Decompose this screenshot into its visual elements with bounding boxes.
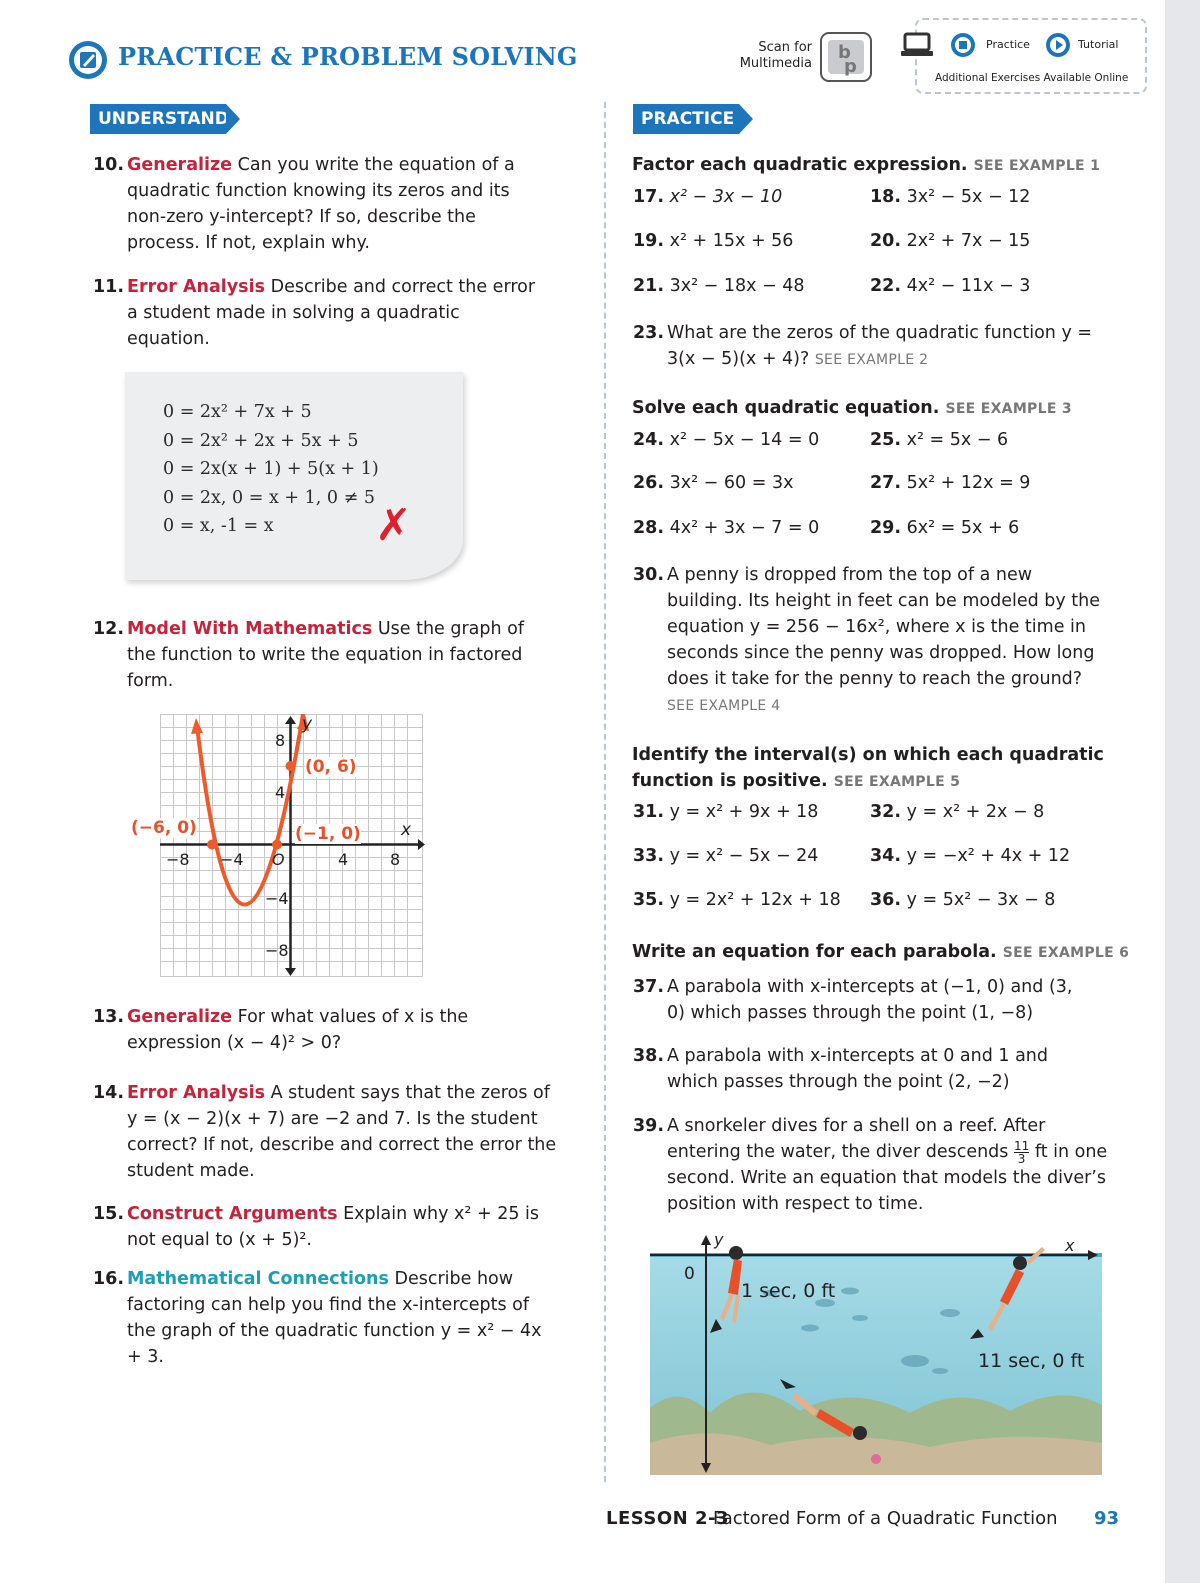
exercise-22 (870, 276, 1030, 296)
x-tick-label: 4 (338, 850, 349, 869)
laptop-icon (900, 32, 934, 58)
understand-tab: UNDERSTAND (90, 104, 226, 134)
exercise-25 (870, 430, 1008, 450)
problem-16 (93, 1266, 543, 1370)
problem-text: What are the zeros of the quadratic function y = 3(x − 5)(x + 4)? (667, 323, 1093, 369)
problem-tag: Error Analysis (127, 277, 266, 297)
problem-text: Can you write the equation of a quadratic function knowing its zeros and its non-zero y-intercept? If so, describe the process. If not, explain why. (127, 155, 515, 253)
exercise-31 (633, 802, 818, 822)
exercise-text: 3x² − 18x − 48 (669, 276, 805, 296)
work-line: 0 = 2x² + 2x + 5x + 5 (163, 431, 359, 451)
exercise-text: y = −x² + 4x + 12 (906, 846, 1071, 866)
exercise-text: 4x² + 3x − 7 = 0 (669, 518, 820, 538)
svg-text:p: p (844, 56, 857, 77)
see-example: SEE EXAMPLE 5 (833, 774, 961, 790)
exercise-21 (633, 276, 805, 296)
exercise-text: y = x² + 9x + 18 (669, 802, 819, 822)
exercise-number: 34. (870, 846, 902, 866)
problem-13 (93, 1004, 543, 1056)
exercise-number: 18. (870, 187, 902, 207)
problem-number: 12. (93, 619, 125, 639)
heading-text: function is positive. (632, 771, 828, 791)
problem-text: For what values of x is the expression (x − 4)² > 0? (127, 1007, 469, 1053)
work-line: 0 = 2x² + 7x + 5 (163, 402, 312, 422)
exercise-text: x² = 5x − 6 (906, 430, 1009, 450)
point-label-zero-right: (−1, 0) (295, 824, 361, 844)
scan-label-line1: Scan for (758, 40, 812, 55)
section-title: PRACTICE & PROBLEM SOLVING (118, 42, 578, 71)
problem-text: A penny is dropped from the top of a new building. Its height in feet can be modeled by the equation y = 256 − 16x², where x is the time in seconds since the penny was dropped. How long does it take for the penny to reach the ground? (667, 565, 1101, 689)
exercise-number: 32. (870, 802, 902, 822)
problem-38 (633, 1043, 1093, 1095)
exercise-text: y = 2x² + 12x + 18 (669, 890, 841, 910)
exercise-19 (633, 231, 793, 251)
exercise-text: x² − 3x − 10 (669, 187, 783, 207)
exercise-text: x² − 5x − 14 = 0 (669, 430, 820, 450)
problem-number: 11. (93, 277, 125, 297)
problem-text: Use the graph of the function to write the equation in factored form. (127, 619, 525, 691)
lesson-number: LESSON 2-3 (606, 1508, 730, 1529)
exercise-text: 4x² − 11x − 3 (906, 276, 1031, 296)
practice-icon[interactable] (950, 32, 976, 58)
exercise-32 (870, 802, 1044, 822)
exercise-number: 22. (870, 276, 902, 296)
problem-text: Explain why x² + 25 is not equal to (x + 5)². (127, 1204, 540, 1250)
scan-label (720, 40, 812, 72)
scene-y-axis-label: y (714, 1230, 724, 1249)
problem-39 (633, 1113, 1113, 1217)
x-tick-label: −8 (166, 850, 190, 869)
exercise-number: 29. (870, 518, 902, 538)
problem-14 (93, 1080, 563, 1184)
exercise-number: 26. (633, 473, 665, 493)
time-label-11sec: 11 sec, 0 ft (978, 1350, 1085, 1372)
exercise-27 (870, 473, 1030, 493)
problem-number: 30. (633, 565, 665, 585)
exercise-number: 20. (870, 231, 902, 251)
work-line: 0 = 2x(x + 1) + 5(x + 1) (163, 459, 379, 479)
problem-11 (93, 274, 543, 352)
problem-number: 16. (93, 1269, 125, 1289)
exercise-17 (633, 187, 782, 207)
problem-tag: Generalize (127, 155, 233, 175)
problem-number: 15. (93, 1204, 125, 1224)
exercise-text: 5x² + 12x = 9 (906, 473, 1031, 493)
problem-10 (93, 152, 543, 256)
problem-text: Describe how factoring can help you find the x-intercepts of the graph of the quadratic function y = x² − 4x + 3. (127, 1269, 542, 1367)
exercise-number: 33. (633, 846, 665, 866)
exercise-number: 36. (870, 890, 902, 910)
practice-pencil-icon (68, 40, 108, 80)
exercise-text: 2x² + 7x − 15 (906, 231, 1031, 251)
exercise-26 (633, 473, 793, 493)
column-divider (604, 102, 606, 1482)
problem-number: 39. (633, 1116, 665, 1136)
problem-number: 10. (93, 155, 125, 175)
exercise-text: y = 5x² − 3x − 8 (906, 890, 1056, 910)
exercise-text: x² + 15x + 56 (669, 231, 794, 251)
problem-23 (633, 320, 1103, 373)
problem-text: A snorkeler dives for a shell on a reef. After entering the water, the diver descends (667, 1116, 1046, 1162)
point-label-y-intercept: (0, 6) (305, 757, 357, 777)
exercise-18 (870, 187, 1030, 207)
graph-y-axis-label: y (302, 714, 313, 734)
fraction (1014, 1140, 1029, 1165)
work-line: 0 = x, -1 = x (163, 516, 274, 536)
problem-text: A parabola with x-intercepts at 0 and 1 and which passes through the point (2, −2) (667, 1046, 1048, 1092)
see-example: SEE EXAMPLE 4 (667, 698, 781, 714)
heading-text: Factor each quadratic expression. (632, 155, 968, 175)
section-heading-parabola (632, 939, 1129, 966)
see-example: SEE EXAMPLE 1 (973, 158, 1101, 174)
tutorial-icon[interactable] (1045, 32, 1071, 58)
x-tick-label: 8 (390, 850, 401, 869)
y-tick-label: 8 (275, 731, 286, 750)
origin-label: O (272, 850, 285, 869)
see-example: SEE EXAMPLE 6 (1002, 945, 1130, 961)
problem-37 (633, 974, 1093, 1026)
exercise-29 (870, 518, 1019, 538)
see-example: SEE EXAMPLE 2 (814, 352, 929, 368)
exercise-number: 25. (870, 430, 902, 450)
y-tick-label: −8 (265, 941, 289, 960)
additional-exercises-text: Additional Exercises Available Online (935, 72, 1129, 84)
section-heading-intervals (632, 742, 1104, 795)
exercise-number: 31. (633, 802, 665, 822)
problem-30 (633, 562, 1103, 719)
exercise-35 (633, 890, 841, 910)
exercise-text: y = x² + 2x − 8 (906, 802, 1045, 822)
exercise-28 (633, 518, 819, 538)
problem-text: Describe and correct the error a student made in solving a quadratic equation. (127, 277, 536, 349)
exercise-number: 28. (633, 518, 665, 538)
problem-tag: Error Analysis (127, 1083, 266, 1103)
lesson-title: Factored Form of a Quadratic Function (713, 1508, 1058, 1529)
problem-number: 13. (93, 1007, 125, 1027)
time-label-1sec: 1 sec, 0 ft (741, 1280, 836, 1302)
problem-tag: Model With Mathematics (127, 619, 373, 639)
heading-text: Solve each quadratic equation. (632, 398, 940, 418)
heading-text: Write an equation for each parabola. (632, 942, 997, 962)
parabola-graph (160, 714, 425, 978)
problem-tag: Generalize (127, 1007, 233, 1027)
exercise-34 (870, 846, 1070, 866)
exercise-24 (633, 430, 819, 450)
exercise-number: 21. (633, 276, 665, 296)
exercise-text: y = x² − 5x − 24 (669, 846, 819, 866)
page-number: 93 (1094, 1508, 1120, 1529)
problem-number: 14. (93, 1083, 125, 1103)
x-tick-label: −4 (220, 850, 244, 869)
svg-text:b: b (838, 42, 851, 63)
exercise-text: 6x² = 5x + 6 (906, 518, 1020, 538)
fraction-numerator: 11 (1013, 1138, 1030, 1153)
exercise-36 (870, 890, 1055, 910)
y-tick-label: −4 (265, 889, 289, 908)
graph-x-axis-label: x (401, 820, 412, 840)
heading-text: Identify the interval(s) on which each quadratic (632, 745, 1104, 765)
scan-label-line2: Multimedia (739, 56, 812, 71)
exercise-20 (870, 231, 1030, 251)
problem-text: A student says that the zeros of y = (x − 2)(x + 7) are −2 and 7. Is the student correct? If not, describe and correct the error the student made. (127, 1083, 557, 1181)
scene-x-axis-label: x (1065, 1236, 1075, 1255)
exercise-number: 24. (633, 430, 665, 450)
problem-tag: Construct Arguments (127, 1204, 338, 1224)
point-label-zero-left: (−6, 0) (131, 818, 197, 838)
scene-origin-label: 0 (684, 1264, 695, 1284)
problem-15 (93, 1201, 543, 1253)
problem-number: 38. (633, 1046, 665, 1066)
y-tick-label: 4 (275, 783, 286, 802)
exercise-33 (633, 846, 818, 866)
problem-text: ft in one second. Write an equation that models the diver’s position with respect to time. (667, 1142, 1108, 1214)
exercise-number: 19. (633, 231, 665, 251)
exercise-text: 3x² − 5x − 12 (906, 187, 1031, 207)
fraction-denominator: 3 (1017, 1151, 1026, 1166)
exercise-number: 27. (870, 473, 902, 493)
scan-multimedia-icon[interactable] (820, 32, 872, 82)
tutorial-link[interactable]: Tutorial (1078, 38, 1119, 51)
practice-tab: PRACTICE (633, 104, 739, 134)
right-margin-bar (1165, 0, 1200, 1583)
exercise-number: 17. (633, 187, 665, 207)
problem-number: 23. (633, 323, 665, 343)
problem-12 (93, 616, 543, 694)
see-example: SEE EXAMPLE 3 (945, 401, 1072, 417)
problem-number: 37. (633, 977, 665, 997)
exercise-number: 35. (633, 890, 665, 910)
problem-tag: Mathematical Connections (127, 1269, 389, 1289)
exercise-text: 3x² − 60 = 3x (669, 473, 794, 493)
problem-text: A parabola with x-intercepts at (−1, 0) and (3, 0) which passes through the point (1, −8) (667, 977, 1073, 1023)
work-line: 0 = 2x, 0 = x + 1, 0 ≠ 5 (163, 488, 375, 508)
error-x-mark: ✗ (375, 500, 412, 551)
section-heading-solve (632, 395, 1072, 422)
section-heading-factor (632, 152, 1100, 179)
practice-link[interactable]: Practice (986, 38, 1030, 51)
